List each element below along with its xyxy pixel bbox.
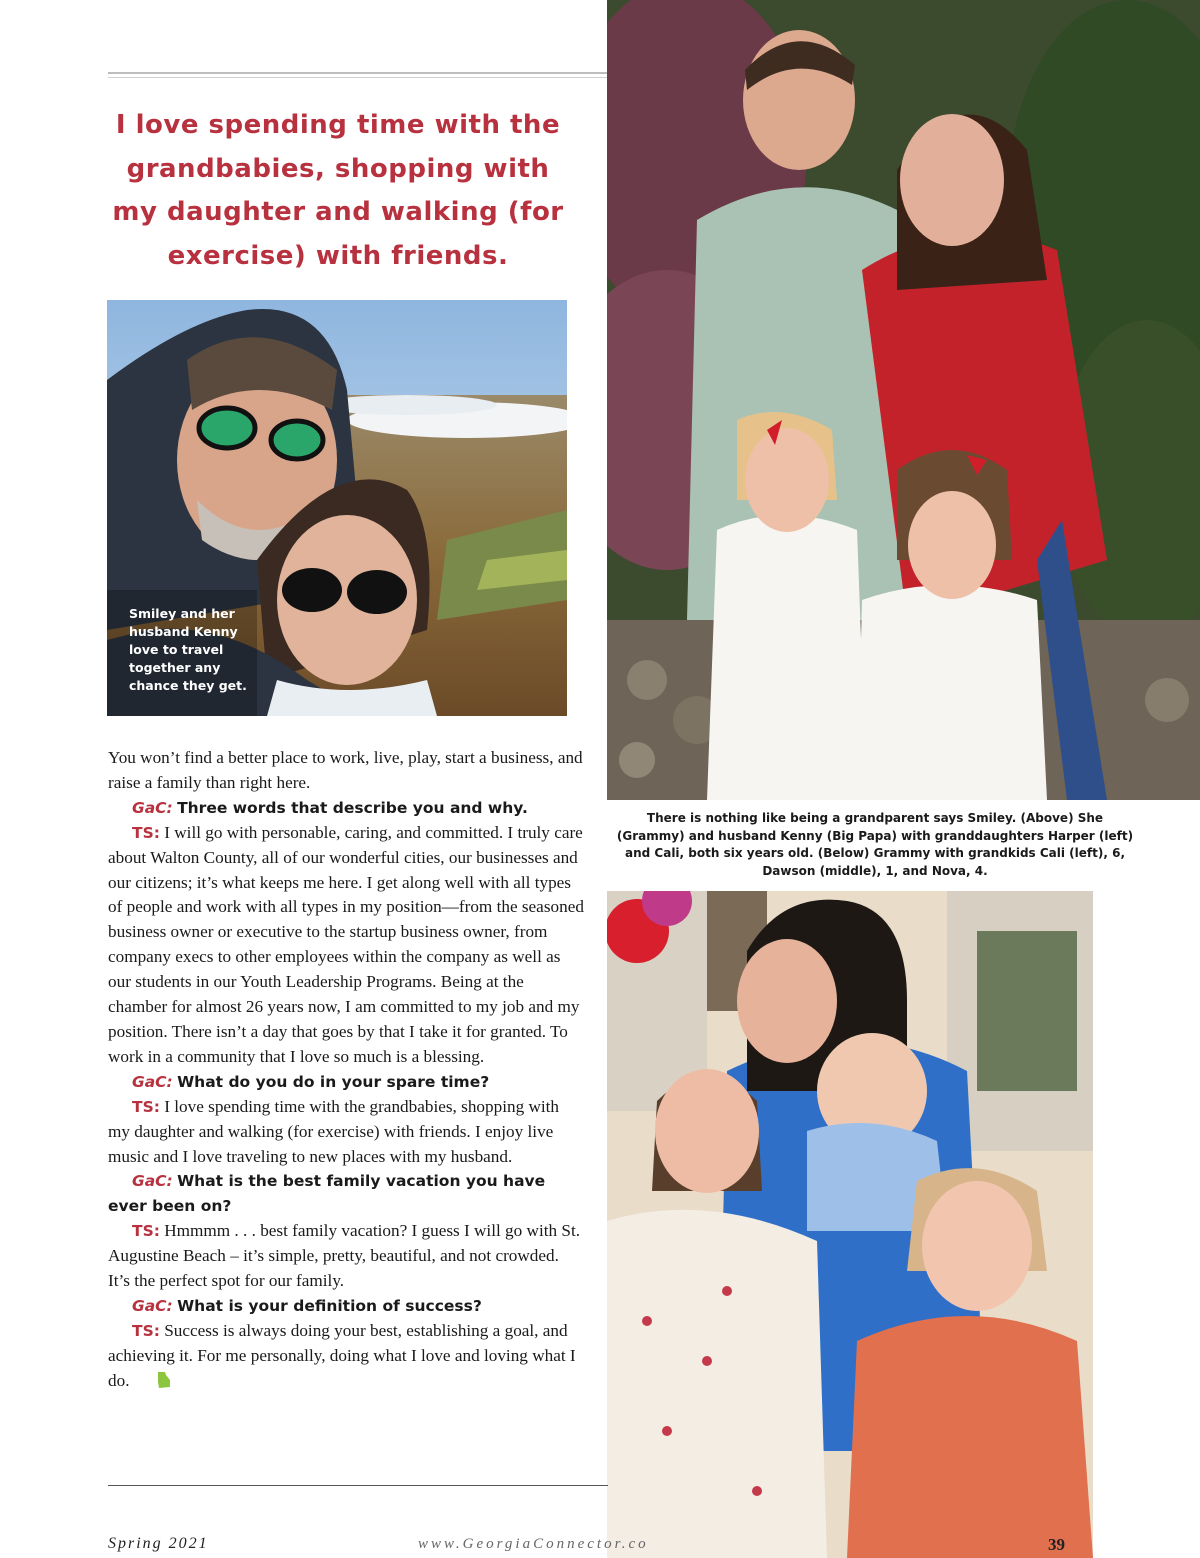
answer-text: I will go with personable, caring, and committed. I truly care about Walton County, all of our wonderful cities, our businesses and our citizens; it’s what keeps me here. I get along well with all types of people and work with all types in my position—from the seasoned business owner or executive to the startup business owner, from company execs to other employees within the company as well as our students in our Youth Leadership Programs. Being at the chamber for almost 26 years now, I am committed to my job and my position. There isn’t a day that goes by that I take it for granted. To work in a community that I love so much is a blessing. xyxy=(108,822,584,1066)
question-text: What do you do in your spare time? xyxy=(177,1072,490,1091)
gac-label: GaC: xyxy=(132,798,173,817)
family-photo xyxy=(607,0,1200,800)
gac-label: GaC: xyxy=(132,1172,173,1191)
top-rule-secondary xyxy=(108,77,608,78)
footer-url: www.GeorgiaConnector.co xyxy=(418,1536,649,1552)
ts-label: TS: xyxy=(132,1222,160,1241)
question-text: What is your definition of success? xyxy=(177,1296,482,1315)
answer-text: I love spending time with the grandbabies, shopping with my daughter and walking (for exercise) with friends. I enjoy live music and I love traveling to new places with my husband. xyxy=(108,1096,560,1166)
pull-quote: I love spending time with the grandbabies, shopping with my daughter and walking (for exercise) with friends. xyxy=(112,110,564,271)
question-text: Three words that describe you and why. xyxy=(177,798,528,817)
qa-question-4 xyxy=(108,1294,584,1319)
family-photos-caption: There is nothing like being a grandparent says Smiley. (Above) She (Grammy) and husband Kenny (Big Papa) with granddaughters Harper (left) and Cali, both six years old. (Below) Grammy with grandkids Cali (left), 6, Dawson (middle), 1, and Nova, 4. xyxy=(616,811,1134,878)
georgia-end-mark-icon xyxy=(133,1371,171,1396)
page-number: 39 xyxy=(1048,1535,1065,1554)
article-intro: You won’t find a better place to work, live, play, start a business, and raise a family than right here. xyxy=(108,748,583,792)
ts-label: TS: xyxy=(132,1321,160,1340)
grandkids-photo xyxy=(607,891,1093,1558)
qa-answer-3 xyxy=(108,1219,584,1294)
qa-answer-2 xyxy=(108,1095,584,1170)
travel-photo-caption: Smiley and her husband Kenny love to travel together any chance they get. xyxy=(129,606,247,693)
question-text: What is the best family vacation you have ever been on? xyxy=(108,1172,546,1216)
qa-answer-1 xyxy=(108,821,584,1070)
answer-text: Hmmmm . . . best family vacation? I guess I will go with St. Augustine Beach – it’s simple, pretty, beautiful, and not crowded. It’s the perfect spot for our family. xyxy=(108,1221,581,1291)
ts-label: TS: xyxy=(132,823,160,842)
gac-label: GaC: xyxy=(132,1296,173,1315)
qa-question-1 xyxy=(108,796,584,821)
footer-issue: Spring 2021 xyxy=(108,1535,209,1552)
gac-label: GaC: xyxy=(132,1072,173,1091)
ts-label: TS: xyxy=(132,1097,160,1116)
qa-question-2 xyxy=(108,1070,584,1095)
qa-question-3 xyxy=(108,1169,584,1219)
footer-rule xyxy=(108,1485,608,1486)
article-body xyxy=(108,746,584,1396)
top-rule xyxy=(108,72,608,74)
qa-answer-4 xyxy=(108,1319,584,1396)
answer-text: Success is always doing your best, establishing a goal, and achieving it. For me personally, doing what I love and loving what I do. xyxy=(108,1320,576,1390)
